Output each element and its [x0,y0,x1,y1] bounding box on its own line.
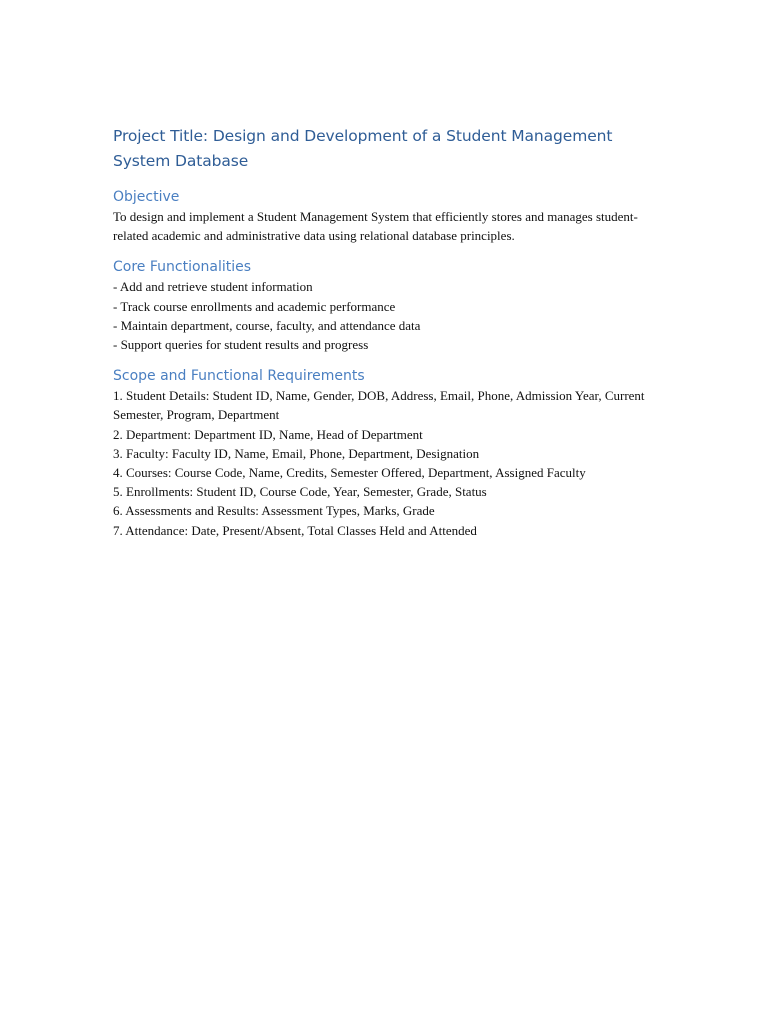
project-title: Project Title: Design and Development of a Student Management System Database [113,127,613,170]
list-item: 6. Assessments and Results: Assessment Types, Marks, Grade [113,503,435,519]
list-item: 7. Attendance: Date, Present/Absent, Total Classes Held and Attended [113,522,477,538]
objective-text: To design and implement a Student Management System that efficiently stores and manages student-related academic and administrative data using relational database principles. [113,209,638,244]
list-item: 1. Student Details: Student ID, Name, Gender, DOB, Address, Email, Phone, Admission Year, Current Semester, Program, Department [113,388,645,423]
list-item: - Maintain department, course, faculty, and attendance data [113,317,421,333]
core-functionalities-heading: Core Functionalities [113,259,252,276]
scope-requirements-heading: Scope and Functional Requirements [113,368,365,385]
list-item: 2. Department: Department ID, Name, Head of Department [113,426,423,442]
list-item: - Track course enrollments and academic performance [113,298,396,314]
list-item: 3. Faculty: Faculty ID, Name, Email, Phone, Department, Designation [113,445,480,461]
list-item: - Add and retrieve student information [113,279,313,295]
list-item: 4. Courses: Course Code, Name, Credits, Semester Offered, Department, Assigned Faculty [113,465,586,481]
list-item: - Support queries for student results and progress [113,337,369,353]
document-body [113,124,673,540]
list-item: 5. Enrollments: Student ID, Course Code, Year, Semester, Grade, Status [113,484,487,500]
objective-heading: Objective [113,189,180,205]
scope-requirements-list [113,386,673,540]
core-functionalities-list [113,277,673,354]
